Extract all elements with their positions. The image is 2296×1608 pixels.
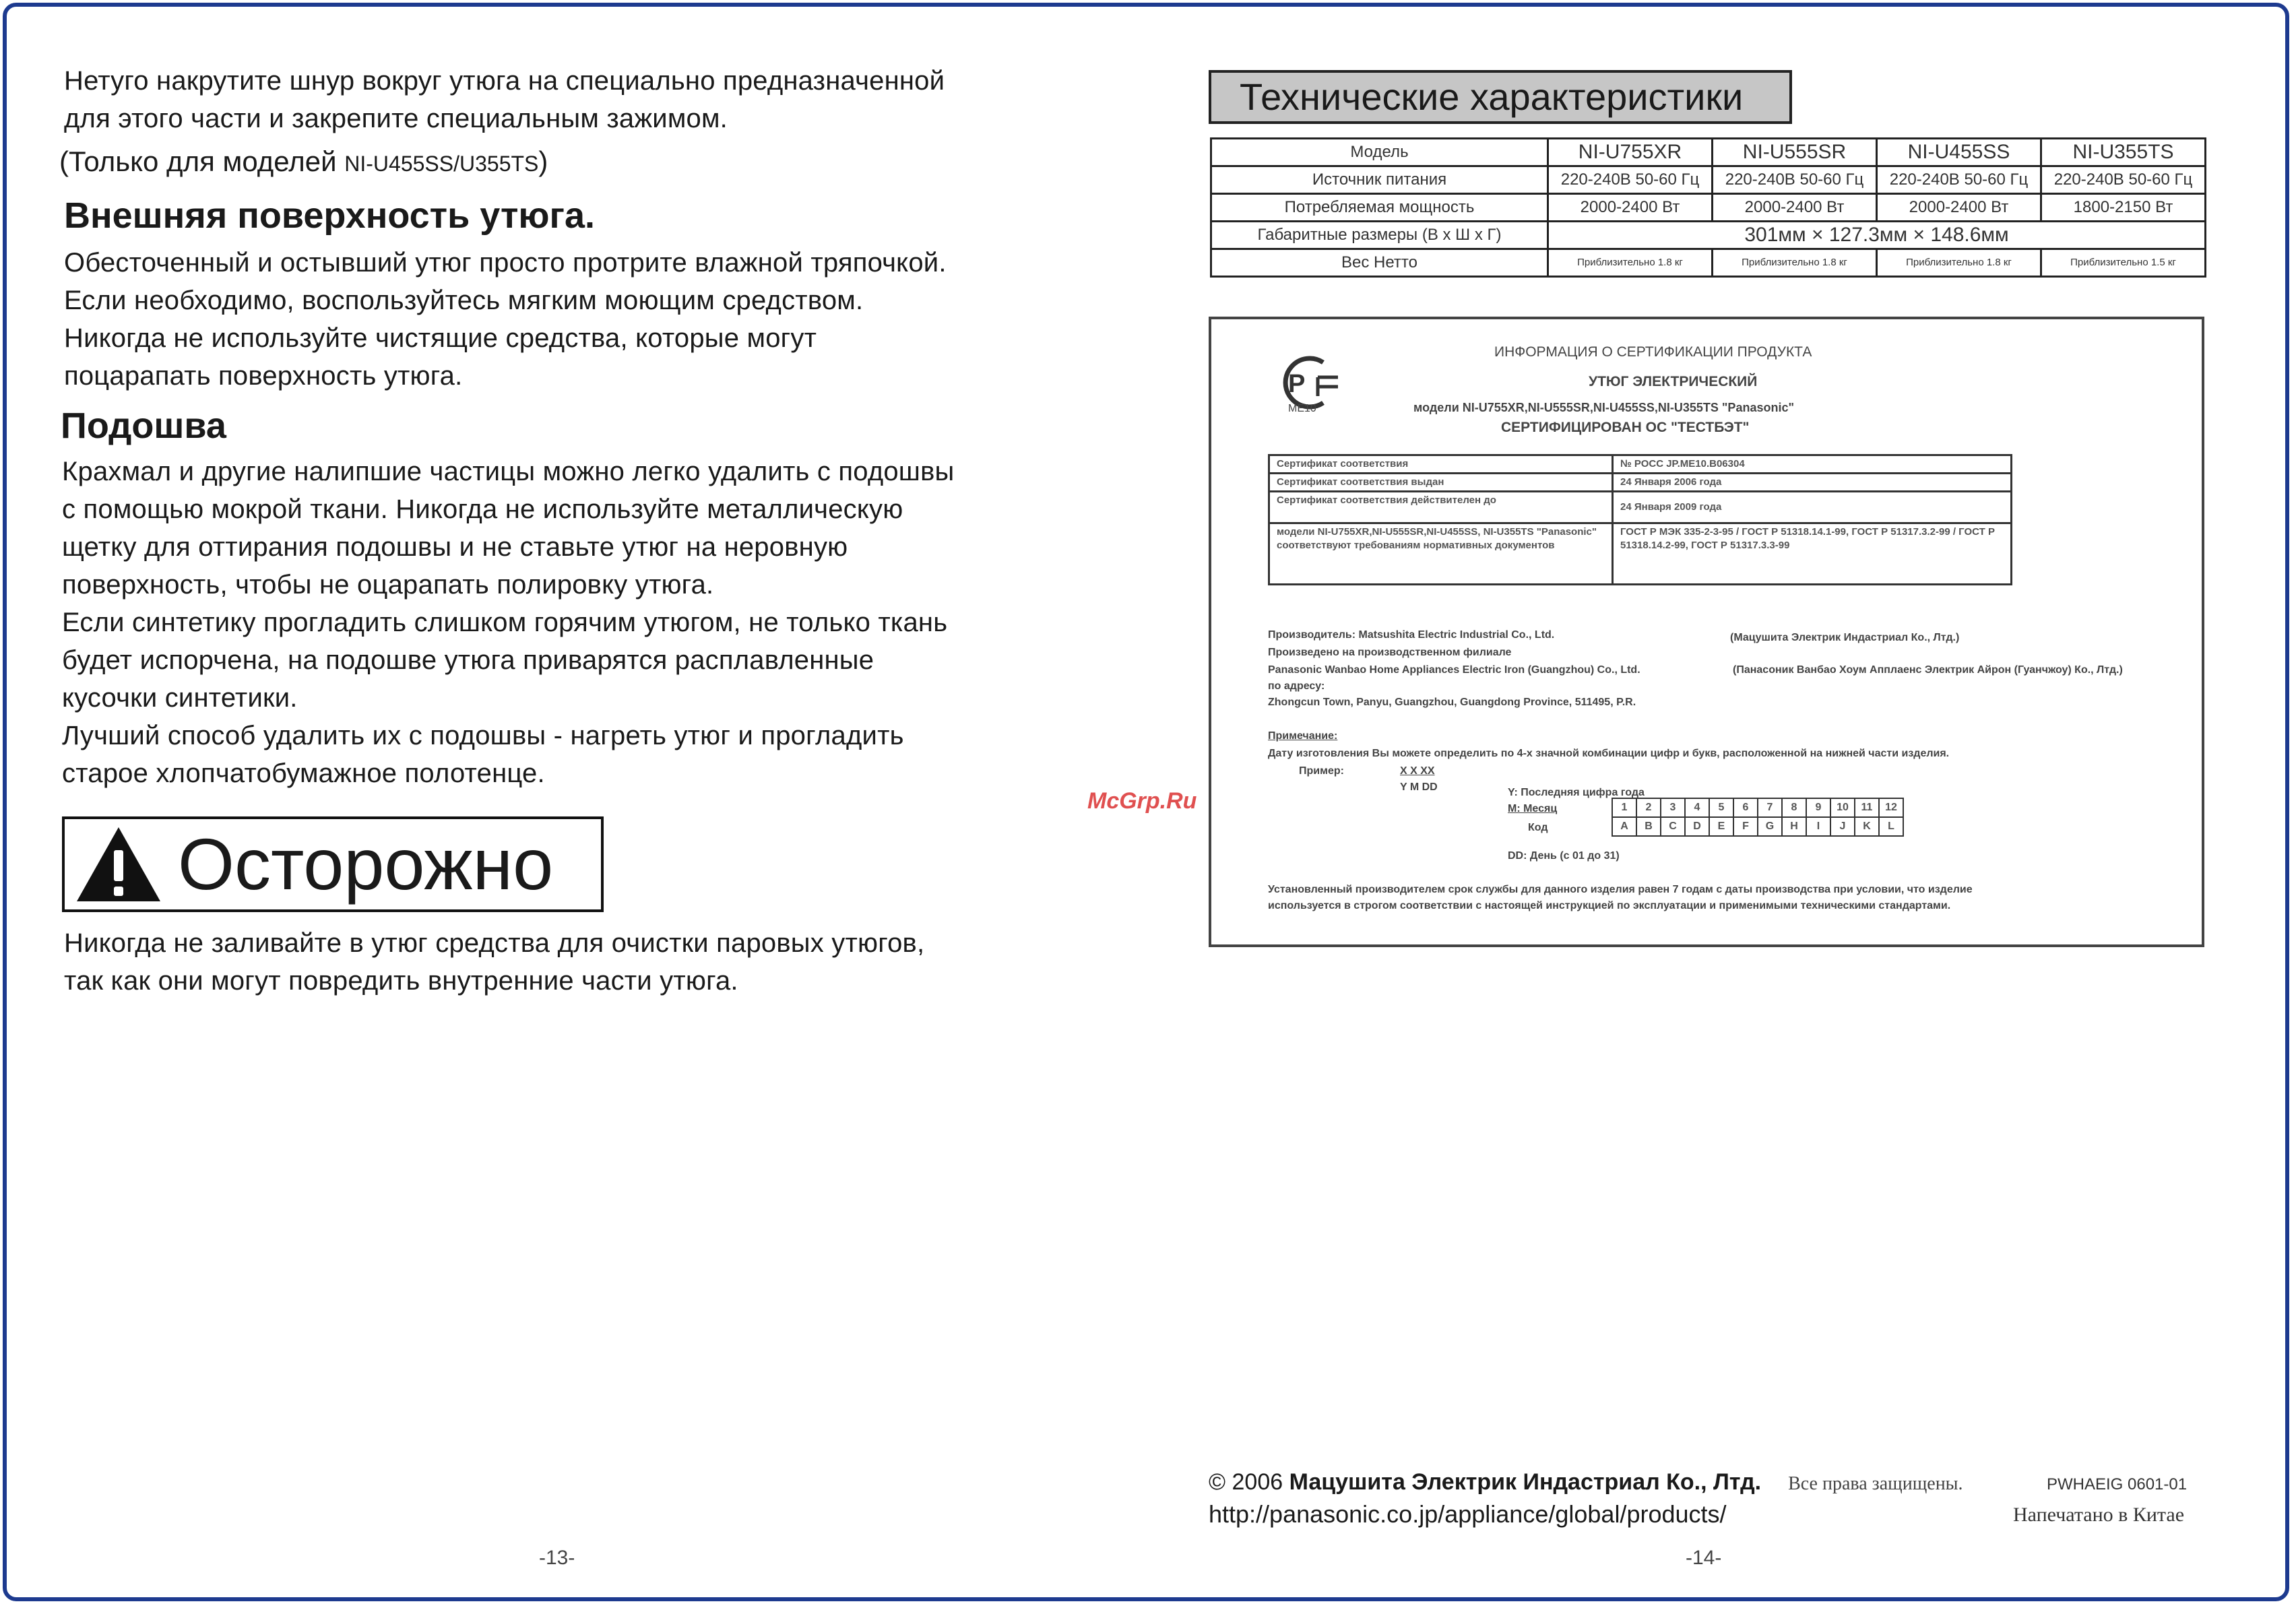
- table-row: [1211, 166, 2206, 194]
- cert-certified-by: СЕРТИФИЦИРОВАН ОС "ТЕСТБЭТ": [1501, 420, 1750, 435]
- table-cell: 10: [1830, 798, 1855, 817]
- table-cell: I: [1806, 817, 1830, 836]
- table-cell: ГОСТ Р МЭК 335-2-3-95 / ГОСТ Р 51318.14.1-99, ГОСТ Р 51317.3.2-99 / ГОСТ Р 51318.14.2-99, ГОСТ Р 51317.3.3-99: [1613, 523, 2012, 585]
- table-cell: 2000-2400 Вт: [1713, 194, 1877, 222]
- table-cell: 1: [1612, 798, 1636, 817]
- paragraph-line: с помощью мокрой ткани. Никогда не используйте металлическую: [62, 494, 903, 524]
- table-row: [1211, 222, 2206, 249]
- table-cell: Габаритные размеры (В х Ш х Г): [1211, 222, 1548, 249]
- outer-surface-text: [64, 244, 1115, 395]
- cert-code-label: Код: [1528, 822, 1548, 833]
- watermark-text: McGrp.Ru: [1087, 788, 1197, 814]
- table-cell: G: [1758, 817, 1782, 836]
- paragraph-line: поцарапать поверхность утюга.: [64, 361, 463, 391]
- cert-factory: Panasonic Wanbao Home Appliances Electric Iron (Guangzhou) Co., Ltd.: [1268, 664, 1640, 676]
- cert-note: Дату изготовления Вы можете определить по 4-х значной комбинации цифр и букв, расположенной на нижней части изделия.: [1268, 748, 1950, 759]
- models-prefix: (Только для моделей: [59, 146, 345, 177]
- table-cell: 24 Января 2009 года: [1613, 492, 2012, 523]
- table-cell: Приблизительно 1.5 кг: [2041, 249, 2206, 277]
- table-cell: 2000-2400 Вт: [1877, 194, 2041, 222]
- printed-in: Напечатано в Китае: [2013, 1504, 2185, 1526]
- cert-models: модели NI-U755XR,NI-U555SR,NI-U455SS,NI-U355TS "Panasonic": [1413, 401, 1795, 414]
- paragraph-line: Никогда не используйте чистящие средства, которые могут: [64, 323, 817, 353]
- paragraph-line: поверхность, чтобы не оцарапать полировку утюга.: [62, 570, 714, 600]
- table-cell: 7: [1758, 798, 1782, 817]
- cert-address-label: по адресу:: [1268, 680, 1325, 692]
- soleplate-heading: Подошва: [61, 406, 226, 446]
- table-cell: Сертификат соответствия: [1269, 455, 1613, 474]
- table-cell: H: [1782, 817, 1806, 836]
- table-cell: 2000-2400 Вт: [1548, 194, 1713, 222]
- tech-specs-heading: Технические характеристики: [1209, 70, 1792, 124]
- paragraph-line: Если необходимо, воспользуйтесь мягким моющим средством.: [64, 286, 864, 315]
- table-row: [1612, 798, 1903, 817]
- certification-logo-icon: [1271, 349, 1343, 430]
- table-cell: A: [1612, 817, 1636, 836]
- document-code: PWHAEIG 0601-01: [2047, 1475, 2188, 1493]
- cert-product: УТЮГ ЭЛЕКТРИЧЕСКИЙ: [1589, 374, 1758, 389]
- table-cell: F: [1733, 817, 1758, 836]
- table-row: [1211, 194, 2206, 222]
- table-cell: 1800-2150 Вт: [2041, 194, 2206, 222]
- page-number-right: -14-: [1686, 1547, 1722, 1569]
- website-url: http://panasonic.co.jp/appliance/global/products/: [1209, 1500, 1727, 1528]
- cert-note-label: Примечание:: [1268, 730, 1338, 742]
- table-cell: 9: [1806, 798, 1830, 817]
- table-cell: Вес Нетто: [1211, 249, 1548, 277]
- paragraph-line: будет испорчена, на подошве утюга приварятся расплавленные: [62, 645, 874, 675]
- cert-day-note: DD: День (с 01 до 31): [1508, 850, 1620, 862]
- table-row: [1269, 474, 2012, 492]
- cert-heading: ИНФОРМАЦИЯ О СЕРТИФИКАЦИИ ПРОДУКТА: [1494, 344, 1812, 360]
- models-suffix: ): [538, 146, 548, 177]
- table-cell: 3: [1661, 798, 1685, 817]
- copyright-icon: ©: [1209, 1469, 1232, 1495]
- paragraph-line: щетку для оттирания подошвы и не ставьте утюг на неровную: [62, 532, 848, 562]
- table-cell: Приблизительно 1.8 кг: [1713, 249, 1877, 277]
- paragraph-line: кусочки синтетики.: [62, 683, 298, 713]
- table-cell: Источник питания: [1211, 166, 1548, 194]
- table-cell: 220-240В 50-60 Гц: [1877, 166, 2041, 194]
- copyright-line: [1209, 1467, 1963, 1499]
- rights-reserved: Все права защищены.: [1788, 1473, 1963, 1494]
- paragraph-line: Никогда не заливайте в утюг средства для очистки паровых утюгов,: [64, 928, 925, 958]
- outer-surface-heading: Внешняя поверхность утюга.: [64, 195, 596, 236]
- cert-made-at: Произведено на производственном филиале: [1268, 647, 1512, 658]
- cert-address: Zhongcun Town, Panyu, Guangzhou, Guangdong Province, 511495, P.R.: [1268, 697, 1636, 708]
- paragraph-line: Лучший способ удалить их с подошвы - нагреть утюг и прогладить: [62, 721, 904, 750]
- table-cell: K: [1855, 817, 1879, 836]
- paragraph-line: Крахмал и другие налипшие частицы можно легко удалить с подошвы: [62, 457, 955, 486]
- cert-table: [1268, 454, 2012, 585]
- spec-table: [1210, 137, 2206, 278]
- table-cell: модели NI-U755XR,NI-U555SR,NI-U455SS, NI-U355TS "Panasonic" соответствуют требованиям нормативных документов: [1269, 523, 1613, 585]
- table-cell: 4: [1685, 798, 1709, 817]
- cert-code-legend: Y M DD: [1400, 781, 1438, 793]
- table-cell: 220-240В 50-60 Гц: [1548, 166, 1713, 194]
- table-cell: 8: [1782, 798, 1806, 817]
- models-list: NI-U455SS/U355TS: [344, 152, 539, 176]
- cert-manufacturer: Производитель: Matsushita Electric Industrial Co., Ltd.: [1268, 629, 1555, 641]
- cord-note: [64, 62, 1102, 137]
- cert-manufacturer-ru: (Мацушита Электрик Индастриал Ко., Лтд.): [1730, 632, 1960, 643]
- table-cell: 220-240В 50-60 Гц: [1713, 166, 1877, 194]
- table-row: [1269, 523, 2012, 585]
- certification-box: [1209, 317, 2204, 947]
- table-row: [1269, 455, 2012, 474]
- paragraph-line: так как они могут повредить внутренние части утюга.: [64, 966, 738, 996]
- table-cell: J: [1830, 817, 1855, 836]
- table-cell: E: [1709, 817, 1733, 836]
- cert-service-note: Установленный производителем срок службы для данного изделия равен 7 годам с даты производства при условии, что изделие: [1268, 884, 1973, 895]
- certification-mark: МЕ10: [1288, 403, 1316, 414]
- cert-code-sample: X X XX: [1400, 765, 1435, 777]
- models-note: [59, 143, 548, 183]
- warning-triangle-icon: [74, 825, 163, 904]
- table-cell: № РОСС JP.МЕ10.В06304: [1613, 455, 2012, 474]
- table-cell: 24 Января 2006 года: [1613, 474, 2012, 492]
- paragraph-line: старое хлопчатобумажное полотенце.: [62, 759, 545, 788]
- table-cell: NI-U455SS: [1877, 139, 2041, 166]
- paragraph-line: Обесточенный и остывший утюг просто протрите влажной тряпочкой.: [64, 248, 947, 278]
- table-cell: NI-U355TS: [2041, 139, 2206, 166]
- table-row: [1269, 492, 2012, 523]
- caution-text: [64, 924, 1115, 1000]
- table-cell: NI-U555SR: [1713, 139, 1877, 166]
- copyright-year: 2006: [1232, 1469, 1283, 1495]
- table-cell: Сертификат соответствия выдан: [1269, 474, 1613, 492]
- table-cell: Приблизительно 1.8 кг: [1548, 249, 1713, 277]
- cert-month-label: M: Месяц: [1508, 803, 1558, 814]
- table-row: [1211, 139, 2206, 166]
- cert-year-note: Y: Последняя цифра года: [1508, 787, 1645, 798]
- month-code-table: [1612, 798, 1904, 837]
- table-cell: 11: [1855, 798, 1879, 817]
- table-cell: 220-240В 50-60 Гц: [2041, 166, 2206, 194]
- table-cell: 301мм × 127.3мм × 148.6мм: [1548, 222, 2206, 249]
- table-cell: Модель: [1211, 139, 1548, 166]
- cert-example-label: Пример:: [1299, 765, 1344, 777]
- table-cell: Потребляемая мощность: [1211, 194, 1548, 222]
- table-row: [1612, 817, 1903, 836]
- caution-label: Осторожно: [178, 823, 554, 905]
- table-cell: Сертификат соответствия действителен до: [1269, 492, 1613, 523]
- table-cell: D: [1685, 817, 1709, 836]
- page-number-left: -13-: [539, 1547, 575, 1569]
- cord-note-line: Нетуго накрутите шнур вокруг утюга на специально предназначенной: [64, 66, 945, 96]
- table-cell: 5: [1709, 798, 1733, 817]
- table-cell: 12: [1879, 798, 1903, 817]
- cert-factory-ru: (Панасоник Ванбао Хоум Апплаенс Электрик Айрон (Гуанчжоу) Ко., Лтд.): [1733, 664, 2123, 676]
- table-cell: C: [1661, 817, 1685, 836]
- copyright-company: Мацушита Электрик Индастриал Ко., Лтд.: [1289, 1469, 1762, 1495]
- cord-note-line: для этого части и закрепите специальным зажимом.: [64, 104, 728, 133]
- soleplate-text: [62, 453, 1113, 792]
- table-cell: NI-U755XR: [1548, 139, 1713, 166]
- paragraph-line: Если синтетику прогладить слишком горячим утюгом, не только ткань: [62, 608, 948, 637]
- table-cell: Приблизительно 1.8 кг: [1877, 249, 2041, 277]
- table-cell: B: [1636, 817, 1661, 836]
- cert-service-note: используется в строгом соответствии с настоящей инструкцией по эксплуатации и применимыми техническими стандартами.: [1268, 900, 1951, 911]
- table-cell: 2: [1636, 798, 1661, 817]
- svg-text:P: P: [1288, 370, 1306, 398]
- table-row: [1211, 249, 2206, 277]
- table-cell: L: [1879, 817, 1903, 836]
- table-cell: 6: [1733, 798, 1758, 817]
- caution-banner: [62, 816, 604, 912]
